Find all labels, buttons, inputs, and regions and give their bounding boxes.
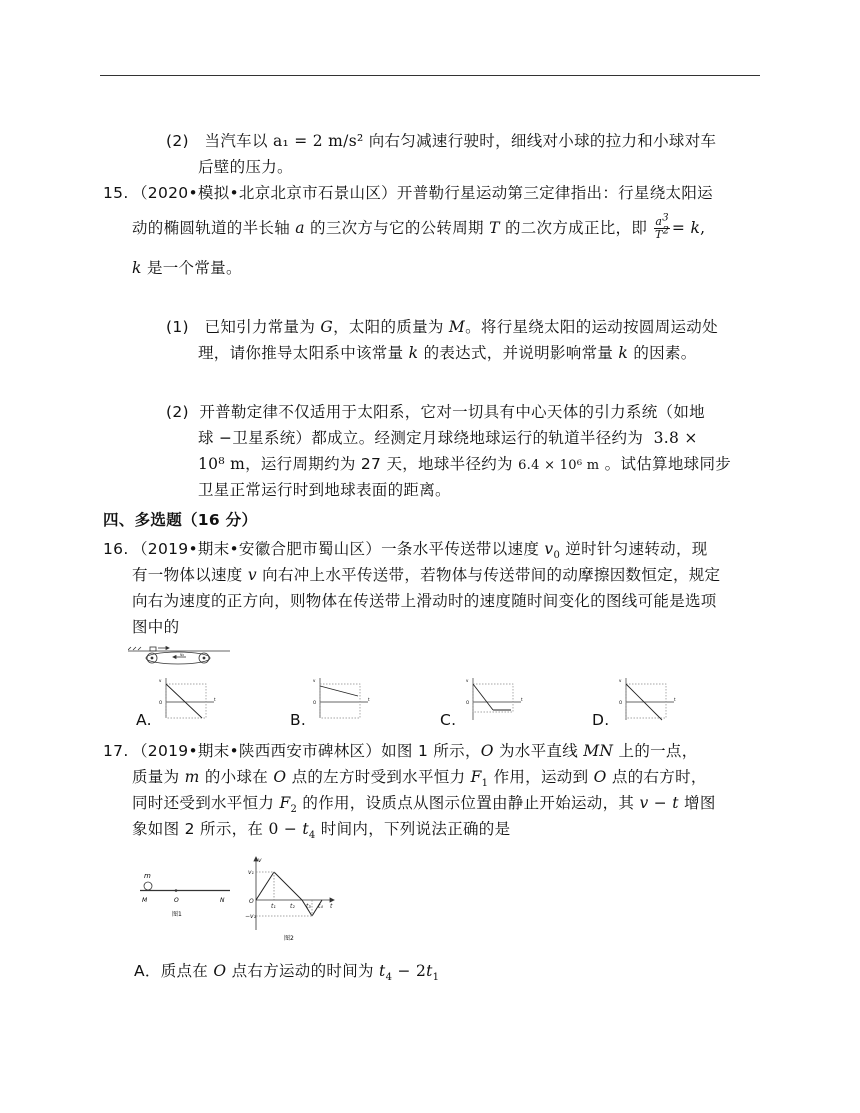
svg-text:v: v [466, 678, 469, 683]
svg-text:t: t [214, 697, 216, 702]
fig1-label: 图1 [172, 911, 182, 918]
svg-text:v₁: v₁ [248, 869, 254, 876]
svg-text:N: N [220, 897, 225, 904]
q17-option-a: A．质点在 O 点右方运动的时间为 $t_4 - 2t_1$ [134, 962, 440, 984]
option-a-graph [158, 676, 218, 722]
q15-line1: （2020•模拟•北京北京市石景山区）开普勒行星运动第三定律指出：行星绕太阳运 [132, 184, 713, 202]
q15-part2-line3: 10⁸ m，运行周期约为 27 天，地球半径约为 6.4 × 10⁶ m 。试估算地球同步 [198, 455, 732, 473]
svg-text:O: O [249, 898, 254, 905]
svg-text:−v₁: −v₁ [245, 913, 256, 920]
svg-text:O: O [174, 897, 179, 904]
svg-text:O: O [466, 700, 470, 705]
q16-number: 16. [103, 540, 129, 558]
svg-text:v: v [619, 678, 622, 683]
svg-text:v₀: v₀ [180, 652, 184, 657]
q16-line4: 图中的 [132, 618, 180, 636]
svg-text:M: M [142, 897, 148, 904]
q14-part2-line2: 后壁的压力。 [198, 158, 293, 176]
svg-text:v: v [258, 857, 262, 864]
option-b-label: B. [290, 711, 307, 729]
svg-text:t₂: t₂ [290, 903, 295, 910]
q17-line2: 质量为 m 的小球在 O 点的左方时受到水平恒力 $F_1$ 作用，运动到 O 点的右方时， [132, 768, 707, 790]
svg-text:v: v [159, 678, 162, 683]
q17-line4: 象如图 2 所示，在 $0 - t_4$ 时间内，下列说法正确的是 [132, 820, 511, 842]
q15-part2-line2: 球 −卫星系统）都成立。经测定月球绕地球运行的轨道半径约为 3.8 × [198, 429, 698, 447]
option-d-graph [618, 676, 678, 722]
q15-part2-line4: 卫星正常运行时到地球表面的距离。 [198, 481, 451, 499]
kepler-fraction: $\frac{a^3}{T^2}$ [655, 212, 670, 241]
q17-line1: （2019•期末•陕西西安市碑林区）如图 1 所示，O 为水平直线 MN 上的一点， [132, 742, 698, 760]
option-a-label: A. [136, 711, 152, 729]
q15-line3: k 是一个常量。 [132, 259, 242, 277]
fig2-label: 图2 [284, 935, 294, 942]
svg-text:t: t [330, 903, 333, 910]
svg-text:m: m [144, 872, 151, 880]
q17-figure-2 [244, 856, 336, 944]
q17-figure-1 [136, 868, 236, 918]
header-rule [100, 75, 760, 76]
q15-part1-line2: 理，请你推导太阳系中该常量 k 的表达式，并说明影响常量 k 的因素。 [198, 344, 697, 362]
q16-line3: 向右为速度的正方向，则物体在传送带上滑动时的速度随时间变化的图线可能是选项 [132, 592, 717, 610]
section-title: 四、多选题（16 分） [103, 511, 258, 529]
q15-number: 15. [103, 184, 129, 202]
q15-part1-line1: (1) 已知引力常量为 G，太阳的质量为 M。将行星绕太阳的运动按圆周运动处 [166, 318, 718, 336]
option-b-graph [312, 676, 372, 722]
svg-text:t: t [674, 697, 676, 702]
svg-text:O: O [159, 700, 163, 705]
q15-line2: 动的椭圆轨道的半长轴 a 的三次方与它的公转周期 T 的二次方成正比，即 $\frac{a^3}{T^2}$ = k, [132, 212, 706, 241]
q17-line3: 同时还受到水平恒力 $F_2$ 的作用，设质点从图示位置由静止开始运动，其 v − t 增图 [132, 794, 716, 816]
q15-part2-line1: (2) 开普勒定律不仅适用于太阳系，它对一切具有中心天体的引力系统（如地 [166, 403, 705, 421]
q16-line1: （2019•期末•安徽合肥市蜀山区）一条水平传送带以速度 $v_0$ 逆时针匀速转动，现 [132, 540, 708, 562]
q17-number: 17. [103, 742, 129, 760]
conveyor-belt-figure [128, 645, 230, 667]
option-d-label: D. [592, 711, 610, 729]
q16-line2: 有一物体以速度 v 向右冲上水平传送带，若物体与传送带间的动摩擦因数恒定，规定 [132, 566, 721, 584]
svg-text:v: v [313, 678, 316, 683]
svg-text:O: O [619, 700, 623, 705]
svg-text:O: O [313, 700, 317, 705]
svg-text:t₃: t₃ [306, 903, 311, 910]
option-c-label: C. [440, 711, 457, 729]
svg-text:t: t [368, 697, 370, 702]
svg-text:t: t [521, 697, 523, 702]
option-c-graph [465, 676, 525, 722]
svg-text:t₁: t₁ [271, 903, 276, 910]
q14-part2-line1: (2) 当汽车以 a₁ = 2 m/s² 向右匀减速行驶时，细线对小球的拉力和小球对车 [166, 132, 717, 150]
svg-text:t₄: t₄ [318, 903, 323, 910]
